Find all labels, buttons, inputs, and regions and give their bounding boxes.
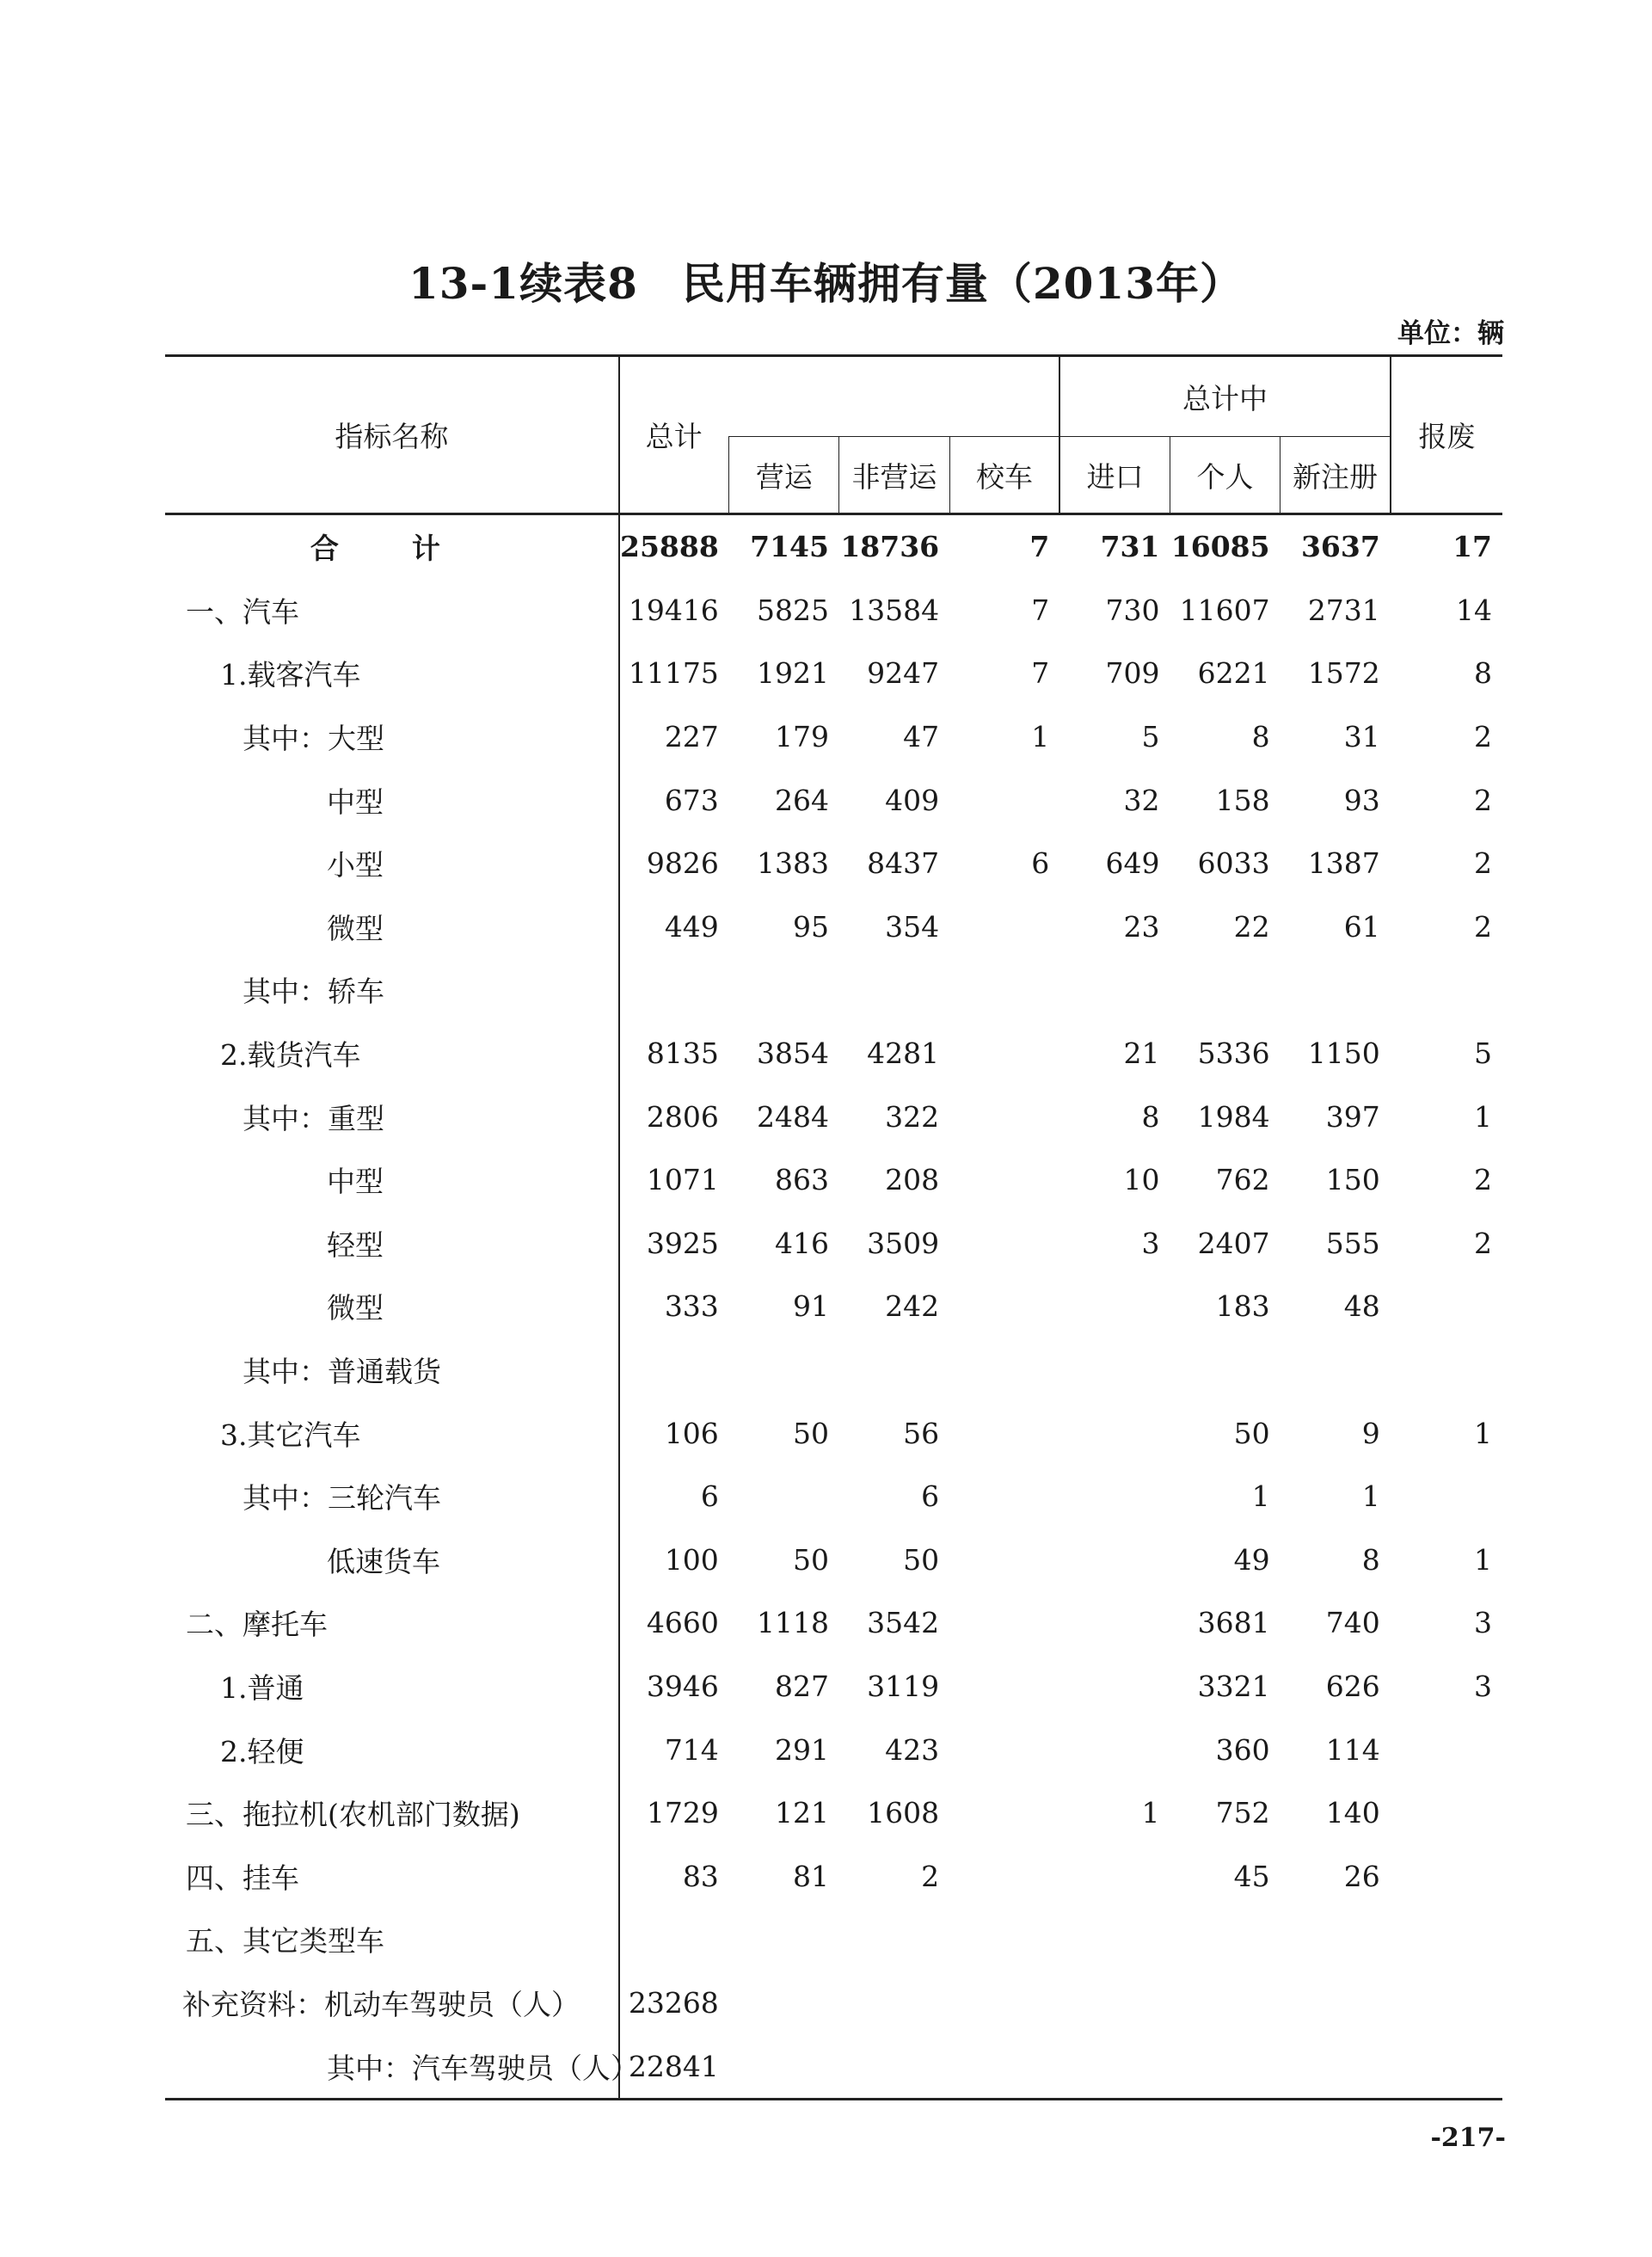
row-label: 中型 — [327, 1165, 384, 1199]
row-label: 微型 — [327, 1291, 384, 1325]
table-cell — [839, 1908, 949, 1971]
table-cell: 121 — [774, 1796, 829, 1830]
table-cell: 47 — [903, 720, 940, 754]
table-cell — [1059, 1275, 1170, 1338]
table-cell: 22841 — [619, 2034, 729, 2099]
table-cell — [1059, 1591, 1170, 1655]
table-cell: 2 — [1474, 783, 1492, 817]
table-cell: 709 — [1105, 656, 1160, 691]
row-label: 四、挂车 — [186, 1860, 299, 1895]
table-cell: 14 — [1456, 593, 1492, 627]
table-cell: 3542 — [867, 1606, 940, 1640]
table-cell: 150 — [1325, 1163, 1380, 1197]
table-row — [165, 514, 1502, 579]
table-cell — [1059, 1655, 1170, 1719]
table-cell: 5825 — [756, 593, 829, 627]
table-row — [165, 1781, 1502, 1845]
table-cell: 5336 — [1197, 1036, 1270, 1071]
table-cell: 6 — [921, 1479, 940, 1514]
table-cell: 95 — [792, 909, 829, 944]
table-row — [165, 895, 1502, 959]
table-cell — [1391, 1338, 1502, 1402]
row-label: 合 计 — [310, 532, 463, 566]
table-cell — [839, 958, 949, 1022]
table-cell: 140 — [1325, 1796, 1380, 1830]
table-cell: 3681 — [1197, 1606, 1270, 1640]
table-cell: 397 — [1325, 1099, 1380, 1134]
table-cell: 1 — [1251, 1479, 1270, 1514]
row-label: 五、其它类型车 — [186, 1924, 384, 1959]
table-cell — [1059, 1718, 1170, 1781]
header-non-commercial: 非营运 — [839, 437, 949, 514]
table-cell: 3509 — [867, 1226, 940, 1260]
table-cell — [949, 895, 1059, 959]
row-label: 其中：大型 — [243, 722, 384, 756]
row-label: 二、摩托车 — [186, 1608, 328, 1642]
header-total-label: 总计 — [645, 420, 703, 453]
table-cell: 16085 — [1170, 530, 1270, 564]
table-cell — [1170, 1908, 1280, 1971]
table-cell: 762 — [1215, 1163, 1270, 1197]
row-label: 其中：汽车驾驶员（人） — [165, 2034, 619, 2099]
table-cell: 555 — [1325, 1226, 1380, 1260]
table-cell — [1170, 958, 1280, 1022]
table-cell: 1 — [1031, 720, 1050, 754]
table-cell — [949, 1275, 1059, 1338]
table-cell — [1280, 1338, 1391, 1402]
table-cell — [1059, 1908, 1170, 1971]
page-number: -217- — [1430, 2123, 1506, 2153]
table-row — [165, 832, 1502, 895]
table-cell — [949, 958, 1059, 1022]
table-cell: 8 — [1474, 656, 1492, 691]
table-cell — [949, 1085, 1059, 1148]
table-cell: 17 — [1452, 530, 1492, 564]
table-cell: 354 — [885, 909, 940, 944]
table-cell: 3 — [1474, 1669, 1492, 1703]
table-cell: 3637 — [1300, 530, 1380, 564]
table-cell — [1059, 1465, 1170, 1528]
row-label: 其中：轿车 — [243, 975, 384, 1009]
table-cell: 322 — [885, 1099, 940, 1134]
table-cell: 264 — [774, 783, 829, 817]
table-cell — [1391, 1908, 1502, 1971]
table-cell: 49 — [1233, 1542, 1270, 1577]
table-cell — [839, 1338, 949, 1402]
table-cell: 752 — [1215, 1796, 1270, 1830]
table-row — [165, 1338, 1502, 1402]
table-cell: 91 — [792, 1289, 829, 1324]
table-cell: 291 — [774, 1732, 829, 1767]
row-label: 补充资料：机动车驾驶员（人） — [182, 1987, 580, 2021]
table-cell: 19416 — [619, 579, 729, 643]
table-cell: 730 — [1105, 593, 1160, 627]
table-cell: 4660 — [619, 1591, 729, 1655]
table-cell: 100 — [619, 1528, 729, 1592]
table-cell: 158 — [1215, 783, 1270, 817]
table-cell: 208 — [885, 1163, 940, 1197]
table-cell: 227 — [619, 705, 729, 769]
table-cell — [1280, 1971, 1391, 2035]
table-cell: 3321 — [1197, 1669, 1270, 1703]
table-cell: 1071 — [619, 1148, 729, 1212]
table-row — [165, 1528, 1502, 1592]
header-personal: 个人 — [1170, 437, 1280, 514]
row-label: 3.其它汽车 — [220, 1418, 361, 1452]
header-commercial: 营运 — [729, 437, 839, 514]
table-cell — [949, 1401, 1059, 1465]
vehicle-ownership-table — [165, 354, 1502, 2100]
table-cell: 11175 — [619, 642, 729, 705]
table-cell — [729, 2034, 839, 2099]
row-label: 其中：三轮汽车 — [243, 1481, 441, 1516]
table-cell — [1059, 1401, 1170, 1465]
unit-label: 单位：辆 — [1397, 318, 1504, 349]
table-cell: 2 — [1474, 909, 1492, 944]
table-cell: 673 — [619, 768, 729, 832]
table-cell: 3 — [1141, 1226, 1160, 1260]
table-row — [165, 2034, 1502, 2099]
table-cell: 9826 — [619, 832, 729, 895]
table-cell — [1391, 1781, 1502, 1845]
table-cell: 9 — [1361, 1416, 1380, 1450]
table-cell: 81 — [792, 1859, 829, 1893]
table-cell — [949, 1148, 1059, 1212]
table-cell: 9247 — [867, 656, 940, 691]
table-cell: 7145 — [750, 530, 829, 564]
table-cell — [1391, 2034, 1502, 2099]
table-cell: 333 — [619, 1275, 729, 1338]
table-cell: 1 — [1361, 1479, 1380, 1514]
table-cell: 21 — [1123, 1036, 1160, 1071]
table-cell: 2 — [1474, 1163, 1492, 1197]
table-cell: 1383 — [756, 846, 829, 881]
row-label: 2.载货汽车 — [220, 1038, 361, 1073]
table-cell: 626 — [1325, 1669, 1380, 1703]
table-cell — [1280, 2034, 1391, 2099]
table-cell — [949, 2034, 1059, 2099]
table-cell: 48 — [1343, 1289, 1380, 1324]
table-row — [165, 1022, 1502, 1085]
table-cell: 827 — [774, 1669, 829, 1703]
table-cell: 2 — [1474, 720, 1492, 754]
table-cell: 3925 — [619, 1212, 729, 1276]
table-cell: 6033 — [1197, 846, 1270, 881]
table-cell: 18736 — [840, 530, 940, 564]
table-cell: 1 — [1141, 1796, 1160, 1830]
table-cell: 1608 — [867, 1796, 940, 1830]
table-cell: 242 — [885, 1289, 940, 1324]
table-cell: 179 — [774, 720, 829, 754]
header-imported: 进口 — [1059, 437, 1170, 514]
table-cell: 93 — [1343, 783, 1380, 817]
table-cell: 22 — [1233, 909, 1270, 944]
table-cell — [949, 1022, 1059, 1085]
table-cell — [729, 1465, 839, 1528]
row-label: 低速货车 — [327, 1544, 440, 1578]
table-row — [165, 705, 1502, 769]
table-cell — [839, 1971, 949, 2035]
table-cell: 7 — [1031, 593, 1050, 627]
row-label: 1.载客汽车 — [220, 658, 361, 692]
table-cell: 1118 — [756, 1606, 829, 1640]
row-label: 其中：重型 — [243, 1101, 384, 1135]
table-cell: 740 — [1325, 1606, 1380, 1640]
table-row — [165, 1275, 1502, 1338]
table-cell: 1572 — [1307, 656, 1380, 691]
table-row — [165, 1085, 1502, 1148]
table-cell: 1150 — [1307, 1036, 1380, 1071]
table-cell: 7 — [1031, 656, 1050, 691]
table-cell: 56 — [903, 1416, 940, 1450]
table-cell: 26 — [1343, 1859, 1380, 1893]
table-cell: 3946 — [619, 1655, 729, 1719]
table-cell: 6 — [1031, 846, 1050, 881]
table-cell: 2407 — [1197, 1226, 1270, 1260]
table-cell — [1170, 1338, 1280, 1402]
table-cell: 1387 — [1307, 846, 1380, 881]
row-label: 轻型 — [327, 1227, 384, 1262]
table-cell: 10 — [1123, 1163, 1160, 1197]
table-row — [165, 1148, 1502, 1212]
table-cell: 106 — [619, 1401, 729, 1465]
table-cell: 5 — [1141, 720, 1160, 754]
page-title: 13-1续表8 民用车辆拥有量（2013年） — [408, 258, 1244, 309]
table-cell: 8135 — [619, 1022, 729, 1085]
table-cell — [1170, 1971, 1280, 2035]
table-cell — [1059, 1844, 1170, 1908]
table-cell: 13584 — [849, 593, 940, 627]
table-cell: 2484 — [756, 1099, 829, 1134]
table-cell: 6221 — [1197, 656, 1270, 691]
table-cell: 863 — [774, 1163, 829, 1197]
table-cell: 731 — [1100, 530, 1160, 564]
table-cell — [729, 1338, 839, 1402]
table-row — [165, 642, 1502, 705]
table-cell: 714 — [619, 1718, 729, 1781]
row-label: 微型 — [327, 911, 384, 945]
table-cell: 83 — [619, 1844, 729, 1908]
table-cell: 1921 — [756, 656, 829, 691]
table-cell: 114 — [1325, 1732, 1380, 1767]
table-cell — [1280, 958, 1391, 1022]
table-cell — [729, 1971, 839, 2035]
header-indicator: 指标名称 — [165, 356, 619, 514]
table-cell — [1059, 2034, 1170, 2099]
table-cell — [619, 958, 729, 1022]
table-cell — [1059, 1338, 1170, 1402]
table-row — [165, 1844, 1502, 1908]
table-row — [165, 1908, 1502, 1971]
table-cell: 7 — [1029, 530, 1050, 564]
table-cell — [1391, 958, 1502, 1022]
table-cell — [1391, 1718, 1502, 1781]
table-cell: 1984 — [1197, 1099, 1270, 1134]
table-cell — [1391, 1465, 1502, 1528]
table-cell: 8 — [1251, 720, 1270, 754]
table-row — [165, 958, 1502, 1022]
table-cell — [1059, 1528, 1170, 1592]
table-cell: 50 — [792, 1416, 829, 1450]
header-scrap: 报废 — [1391, 356, 1502, 514]
table-cell: 3854 — [756, 1036, 829, 1071]
table-cell: 11607 — [1179, 593, 1270, 627]
header-school-bus: 校车 — [949, 437, 1059, 514]
table-cell — [1391, 1275, 1502, 1338]
table-cell: 409 — [885, 783, 940, 817]
table-cell — [619, 1338, 729, 1402]
table-cell: 8 — [1361, 1542, 1380, 1577]
table-cell: 50 — [903, 1542, 940, 1577]
header-new-registered: 新注册 — [1280, 437, 1391, 514]
table-cell — [949, 1591, 1059, 1655]
table-cell — [1059, 1971, 1170, 2035]
table-cell: 3119 — [867, 1669, 940, 1703]
table-cell — [949, 1212, 1059, 1276]
table-row — [165, 1212, 1502, 1276]
table-row — [165, 1718, 1502, 1781]
table-cell: 4281 — [867, 1036, 940, 1071]
table-cell — [949, 1908, 1059, 1971]
table-cell — [729, 958, 839, 1022]
table-cell — [949, 1528, 1059, 1592]
table-cell: 50 — [792, 1542, 829, 1577]
table-cell: 2 — [1474, 1226, 1492, 1260]
table-row — [165, 579, 1502, 643]
row-label: 小型 — [327, 848, 384, 883]
table-cell — [1280, 1908, 1391, 1971]
table-cell — [949, 1971, 1059, 2035]
table-cell: 1 — [1474, 1099, 1492, 1134]
row-label: 三、拖拉机(农机部门数据) — [186, 1798, 520, 1832]
table-cell: 423 — [885, 1732, 940, 1767]
table-cell: 1729 — [619, 1781, 729, 1845]
table-cell: 1 — [1474, 1416, 1492, 1450]
table-row — [165, 1655, 1502, 1719]
header-total — [619, 356, 729, 514]
table-cell — [729, 1908, 839, 1971]
table-cell — [949, 1338, 1059, 1402]
row-label: 中型 — [327, 784, 384, 819]
table-cell: 6 — [619, 1465, 729, 1528]
table-cell — [949, 768, 1059, 832]
table-cell: 8437 — [867, 846, 940, 881]
table-row — [165, 1591, 1502, 1655]
table-cell: 2 — [1474, 846, 1492, 881]
table-cell — [949, 1718, 1059, 1781]
table-row — [165, 1971, 1502, 2035]
table-cell: 50 — [1233, 1416, 1270, 1450]
table-row — [165, 768, 1502, 832]
table-cell — [839, 2034, 949, 2099]
table-cell: 649 — [1105, 846, 1160, 881]
table-cell: 183 — [1215, 1289, 1270, 1324]
table-cell: 5 — [1474, 1036, 1492, 1071]
table-cell — [1391, 1971, 1502, 2035]
row-label: 一、汽车 — [186, 594, 299, 629]
table-cell — [949, 1465, 1059, 1528]
row-label: 其中：普通载货 — [243, 1355, 441, 1389]
table-cell: 449 — [619, 895, 729, 959]
table-cell — [1391, 1844, 1502, 1908]
table-cell: 360 — [1215, 1732, 1270, 1767]
table-cell: 32 — [1123, 783, 1160, 817]
table-cell — [1170, 2034, 1280, 2099]
header-in-total: 总计中 — [1059, 356, 1391, 437]
table-row — [165, 1465, 1502, 1528]
header-total-blank — [729, 356, 1059, 437]
table-cell: 25888 — [619, 514, 729, 579]
table-cell: 2 — [921, 1859, 940, 1893]
row-label: 1.普通 — [220, 1670, 304, 1705]
table-body — [165, 514, 1502, 2100]
table-cell — [949, 1781, 1059, 1845]
table-cell — [949, 1655, 1059, 1719]
table-row — [165, 1401, 1502, 1465]
row-label: 2.轻便 — [220, 1734, 304, 1768]
table-cell: 31 — [1343, 720, 1380, 754]
table-cell: 45 — [1233, 1859, 1270, 1893]
table-cell: 1 — [1474, 1542, 1492, 1577]
table-cell — [1059, 958, 1170, 1022]
table-cell: 23268 — [619, 1971, 729, 2035]
table-cell: 2806 — [619, 1085, 729, 1148]
table-cell: 3 — [1474, 1606, 1492, 1640]
table-cell — [619, 1908, 729, 1971]
table-cell: 61 — [1343, 909, 1380, 944]
table-cell: 8 — [1141, 1099, 1160, 1134]
table-cell: 416 — [774, 1226, 829, 1260]
table-cell: 2731 — [1307, 593, 1380, 627]
table-cell — [949, 1844, 1059, 1908]
table-cell: 23 — [1123, 909, 1160, 944]
